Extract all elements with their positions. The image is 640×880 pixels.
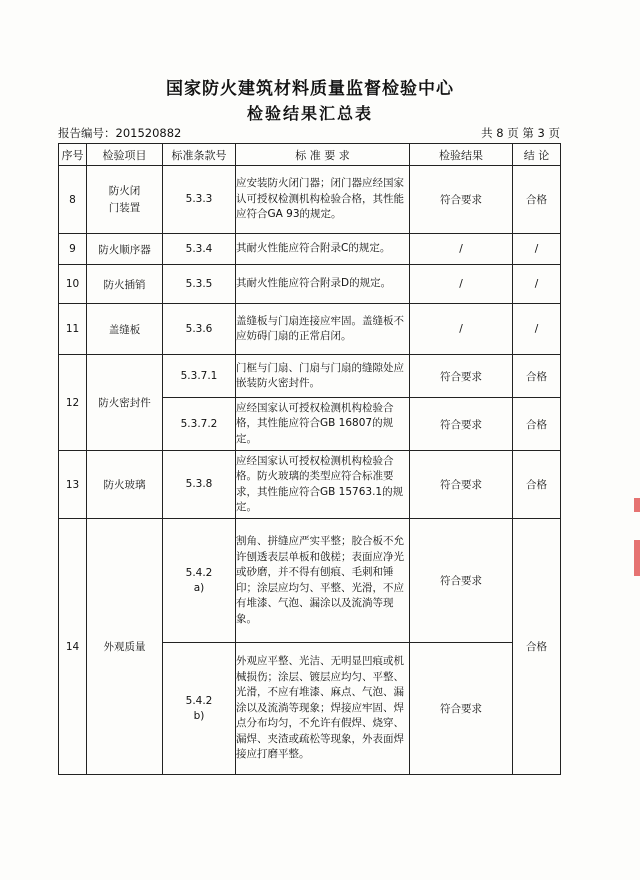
edge-stamp-mark — [634, 498, 640, 512]
row-result: 符合要求 — [410, 519, 513, 643]
col-header-result: 检验结果 — [410, 144, 513, 166]
row-result: 符合要求 — [410, 643, 513, 775]
page-info: 共 8 页 第 3 页 — [481, 126, 560, 140]
table-row — [59, 234, 561, 265]
row-requirement: 其耐火性能应符合附录D的规定。 — [236, 265, 410, 304]
row-item: 外观质量 — [87, 519, 163, 775]
row-clause: 5.4.2 a) — [163, 519, 236, 643]
row-clause: 5.3.5 — [163, 265, 236, 304]
row-item: 防火闭 门装置 — [87, 166, 163, 234]
table-row — [59, 519, 561, 643]
report-number: 报告编号：201520882 — [58, 126, 182, 140]
row-no: 10 — [59, 265, 87, 304]
table-row — [59, 166, 561, 234]
row-conclusion: / — [513, 265, 561, 304]
row-no: 8 — [59, 166, 87, 234]
row-conclusion: 合格 — [513, 451, 561, 519]
row-item: 防火插销 — [87, 265, 163, 304]
row-requirement: 门框与门扇、门扇与门扇的缝隙处应嵌装防火密封件。 — [236, 355, 410, 398]
row-result: 符合要求 — [410, 355, 513, 398]
row-clause: 5.3.8 — [163, 451, 236, 519]
row-item: 盖缝板 — [87, 304, 163, 355]
col-header-requirement: 标 准 要 求 — [236, 144, 410, 166]
row-requirement: 应经国家认可授权检测机构检验合格，其性能应符合GB 16807的规定。 — [236, 398, 410, 451]
row-clause: 5.4.2 b) — [163, 643, 236, 775]
row-conclusion: / — [513, 304, 561, 355]
row-conclusion: / — [513, 234, 561, 265]
row-no: 9 — [59, 234, 87, 265]
row-conclusion: 合格 — [513, 519, 561, 775]
row-requirement: 外观应平整、光洁、无明显凹痕或机械损伤；涂层、镀层应均匀、平整、光滑，不应有堆漆、麻点、气泡、漏涂以及流淌等现象；焊接应牢固、焊点分布均匀，不允许有假焊、烧穿、漏焊、夹渣或疏松等现象，外表面焊接应打磨平整。 — [236, 643, 410, 775]
row-result: / — [410, 304, 513, 355]
row-no: 14 — [59, 519, 87, 775]
row-result: 符合要求 — [410, 451, 513, 519]
row-result: 符合要求 — [410, 166, 513, 234]
row-requirement: 割角、拼缝应严实平整；胶合板不允许刨透表层单板和戗槎；表面应净光或砂磨，并不得有刨痕、毛刺和锤印；涂层应均匀、平整、光滑，不应有堆漆、气泡、漏涂以及流淌等现象。 — [236, 519, 410, 643]
table-row — [59, 355, 561, 398]
col-header-item: 检验项目 — [87, 144, 163, 166]
row-clause: 5.3.7.1 — [163, 355, 236, 398]
page-title: 国家防火建筑材料质量监督检验中心 — [166, 79, 454, 99]
table-header-row — [59, 144, 561, 166]
col-header-no: 序号 — [59, 144, 87, 166]
row-clause: 5.3.6 — [163, 304, 236, 355]
row-requirement: 其耐火性能应符合附录C的规定。 — [236, 234, 410, 265]
col-header-clause: 标准条款号 — [163, 144, 236, 166]
results-table — [58, 143, 561, 775]
row-item: 防火玻璃 — [87, 451, 163, 519]
row-conclusion: 合格 — [513, 398, 561, 451]
row-clause: 5.3.4 — [163, 234, 236, 265]
row-item: 防火顺序器 — [87, 234, 163, 265]
edge-stamp-mark — [634, 540, 640, 576]
row-result: / — [410, 265, 513, 304]
col-header-conclusion: 结 论 — [513, 144, 561, 166]
row-requirement: 应经国家认可授权检测机构检验合格。防火玻璃的类型应符合标准要求，其性能应符合GB 15763.1的规定。 — [236, 451, 410, 519]
row-requirement: 盖缝板与门扇连接应牢固。盖缝板不应妨碍门扇的正常启闭。 — [236, 304, 410, 355]
table-row — [59, 451, 561, 519]
row-item: 防火密封件 — [87, 355, 163, 451]
row-requirement: 应安装防火闭门器；闭门器应经国家认可授权检测机构检验合格，其性能应符合GA 93的规定。 — [236, 166, 410, 234]
row-result: / — [410, 234, 513, 265]
row-no: 11 — [59, 304, 87, 355]
row-clause: 5.3.7.2 — [163, 398, 236, 451]
row-clause: 5.3.3 — [163, 166, 236, 234]
table-row — [59, 304, 561, 355]
row-result: 符合要求 — [410, 398, 513, 451]
row-conclusion: 合格 — [513, 355, 561, 398]
page-subtitle: 检验结果汇总表 — [246, 104, 373, 123]
row-no: 12 — [59, 355, 87, 451]
row-no: 13 — [59, 451, 87, 519]
row-conclusion: 合格 — [513, 166, 561, 234]
table-row — [59, 265, 561, 304]
